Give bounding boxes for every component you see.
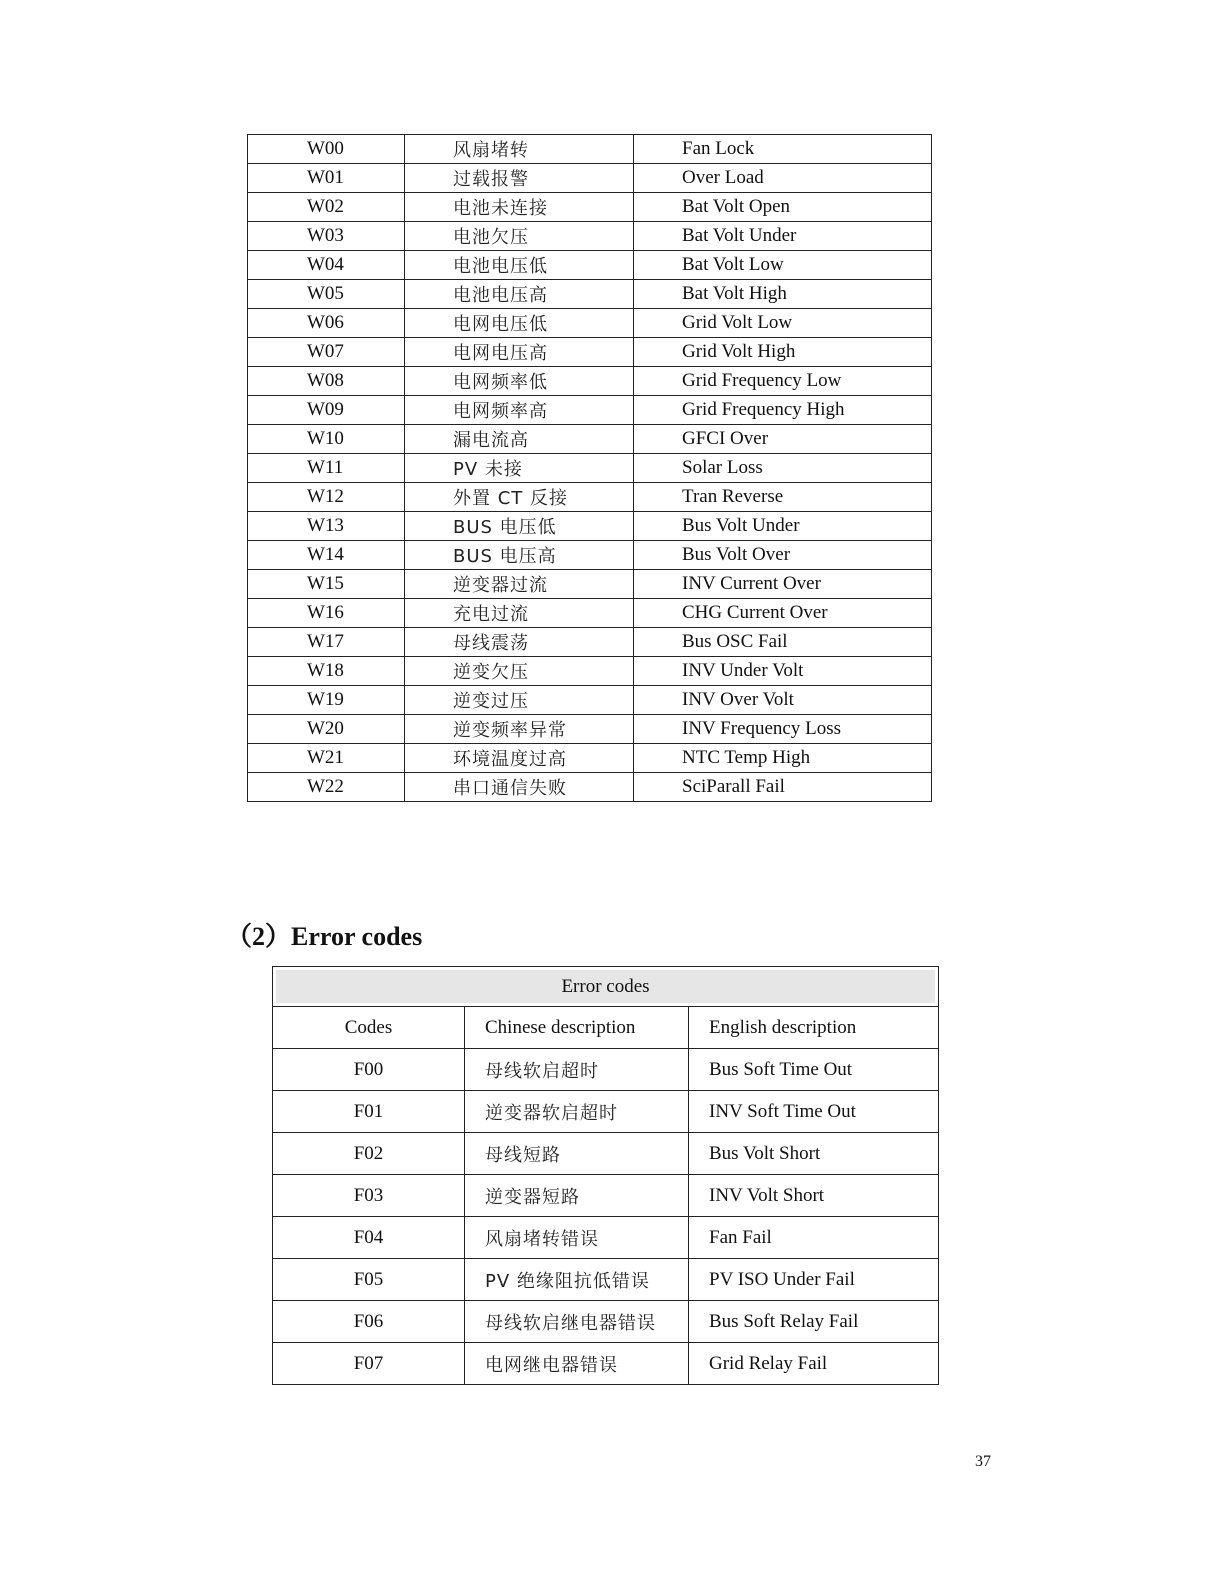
table-row	[273, 1175, 939, 1217]
chinese-description-cell: 电网电压低	[405, 309, 634, 338]
english-description-cell: Grid Frequency High	[634, 396, 932, 425]
error-table-title-row	[273, 967, 939, 1007]
code-cell: F04	[273, 1217, 465, 1259]
header-codes: Codes	[273, 1007, 465, 1049]
chinese-description-cell: 逆变器过流	[405, 570, 634, 599]
english-description-cell: Grid Relay Fail	[689, 1343, 939, 1385]
chinese-description-cell: BUS 电压高	[405, 541, 634, 570]
code-cell: W20	[248, 715, 405, 744]
code-cell: W18	[248, 657, 405, 686]
code-cell: W12	[248, 483, 405, 512]
code-cell: W13	[248, 512, 405, 541]
english-description-cell: INV Over Volt	[634, 686, 932, 715]
code-cell: W04	[248, 251, 405, 280]
english-description-cell: INV Soft Time Out	[689, 1091, 939, 1133]
chinese-description-cell: 漏电流高	[405, 425, 634, 454]
warning-codes-table	[247, 134, 932, 802]
table-row	[248, 251, 932, 280]
english-description-cell: Bus Volt Under	[634, 512, 932, 541]
code-cell: W14	[248, 541, 405, 570]
english-description-cell: CHG Current Over	[634, 599, 932, 628]
chinese-description-cell: 电池电压高	[405, 280, 634, 309]
english-description-cell: Tran Reverse	[634, 483, 932, 512]
english-description-cell: SciParall Fail	[634, 773, 932, 802]
table-row	[248, 454, 932, 483]
table-row	[248, 222, 932, 251]
error-table-title: Error codes	[273, 967, 939, 1007]
chinese-description-cell: 电网频率高	[405, 396, 634, 425]
table-row	[248, 657, 932, 686]
table-row	[248, 309, 932, 338]
code-cell: F06	[273, 1301, 465, 1343]
code-cell: F05	[273, 1259, 465, 1301]
english-description-cell: Bat Volt High	[634, 280, 932, 309]
table-row	[273, 1133, 939, 1175]
chinese-description-cell: 充电过流	[405, 599, 634, 628]
table-row	[273, 1259, 939, 1301]
chinese-description-cell: 逆变器软启超时	[465, 1091, 689, 1133]
chinese-description-cell: 风扇堵转错误	[465, 1217, 689, 1259]
english-description-cell: Bus OSC Fail	[634, 628, 932, 657]
table-row	[248, 135, 932, 164]
table-row	[248, 744, 932, 773]
code-cell: F02	[273, 1133, 465, 1175]
code-cell: W15	[248, 570, 405, 599]
chinese-description-cell: 电网频率低	[405, 367, 634, 396]
chinese-description-cell: PV 绝缘阻抗低错误	[465, 1259, 689, 1301]
table-row	[248, 193, 932, 222]
table-row	[248, 628, 932, 657]
english-description-cell: Bat Volt Open	[634, 193, 932, 222]
english-description-cell: Grid Volt High	[634, 338, 932, 367]
code-cell: W03	[248, 222, 405, 251]
code-cell: W00	[248, 135, 405, 164]
code-cell: W17	[248, 628, 405, 657]
page-number: 37	[975, 1453, 991, 1470]
warning-codes-body	[248, 135, 932, 802]
code-cell: W07	[248, 338, 405, 367]
code-cell: F00	[273, 1049, 465, 1091]
chinese-description-cell: 逆变欠压	[405, 657, 634, 686]
table-row	[248, 541, 932, 570]
table-row	[248, 570, 932, 599]
code-cell: F01	[273, 1091, 465, 1133]
code-cell: W11	[248, 454, 405, 483]
code-cell: W05	[248, 280, 405, 309]
code-cell: W22	[248, 773, 405, 802]
table-row	[248, 280, 932, 309]
chinese-description-cell: 母线震荡	[405, 628, 634, 657]
english-description-cell: Fan Lock	[634, 135, 932, 164]
english-description-cell: Grid Frequency Low	[634, 367, 932, 396]
english-description-cell: Over Load	[634, 164, 932, 193]
chinese-description-cell: 母线软启继电器错误	[465, 1301, 689, 1343]
english-description-cell: Bus Volt Short	[689, 1133, 939, 1175]
table-row	[248, 425, 932, 454]
header-english-description: English description	[689, 1007, 939, 1049]
table-row	[248, 483, 932, 512]
english-description-cell: Bus Volt Over	[634, 541, 932, 570]
code-cell: W16	[248, 599, 405, 628]
error-table-header-row	[273, 1007, 939, 1049]
chinese-description-cell: 逆变过压	[405, 686, 634, 715]
chinese-description-cell: 风扇堵转	[405, 135, 634, 164]
table-row	[248, 164, 932, 193]
chinese-description-cell: 电网电压高	[405, 338, 634, 367]
english-description-cell: Bus Soft Time Out	[689, 1049, 939, 1091]
chinese-description-cell: 环境温度过高	[405, 744, 634, 773]
table-row	[273, 1091, 939, 1133]
table-row	[248, 715, 932, 744]
table-row	[248, 367, 932, 396]
table-row	[273, 1049, 939, 1091]
chinese-description-cell: 电网继电器错误	[465, 1343, 689, 1385]
table-row	[248, 512, 932, 541]
code-cell: F03	[273, 1175, 465, 1217]
code-cell: W09	[248, 396, 405, 425]
chinese-description-cell: 电池欠压	[405, 222, 634, 251]
table-row	[273, 1217, 939, 1259]
chinese-description-cell: 逆变频率异常	[405, 715, 634, 744]
english-description-cell: Fan Fail	[689, 1217, 939, 1259]
english-description-cell: INV Volt Short	[689, 1175, 939, 1217]
code-cell: W10	[248, 425, 405, 454]
english-description-cell: INV Current Over	[634, 570, 932, 599]
english-description-cell: Solar Loss	[634, 454, 932, 483]
english-description-cell: INV Frequency Loss	[634, 715, 932, 744]
chinese-description-cell: 母线软启超时	[465, 1049, 689, 1091]
chinese-description-cell: 外置 CT 反接	[405, 483, 634, 512]
chinese-description-cell: 过载报警	[405, 164, 634, 193]
chinese-description-cell: PV 未接	[405, 454, 634, 483]
table-row	[273, 1343, 939, 1385]
english-description-cell: GFCI Over	[634, 425, 932, 454]
code-cell: W02	[248, 193, 405, 222]
chinese-description-cell: 逆变器短路	[465, 1175, 689, 1217]
chinese-description-cell: BUS 电压低	[405, 512, 634, 541]
table-row	[248, 686, 932, 715]
chinese-description-cell: 串口通信失败	[405, 773, 634, 802]
english-description-cell: Bus Soft Relay Fail	[689, 1301, 939, 1343]
code-cell: W19	[248, 686, 405, 715]
chinese-description-cell: 电池未连接	[405, 193, 634, 222]
table-row	[248, 599, 932, 628]
english-description-cell: Bat Volt Under	[634, 222, 932, 251]
english-description-cell: Grid Volt Low	[634, 309, 932, 338]
code-cell: F07	[273, 1343, 465, 1385]
english-description-cell: INV Under Volt	[634, 657, 932, 686]
code-cell: W08	[248, 367, 405, 396]
english-description-cell: Bat Volt Low	[634, 251, 932, 280]
english-description-cell: NTC Temp High	[634, 744, 932, 773]
table-row	[248, 396, 932, 425]
table-row	[248, 773, 932, 802]
table-row	[248, 338, 932, 367]
code-cell: W06	[248, 309, 405, 338]
chinese-description-cell: 母线短路	[465, 1133, 689, 1175]
error-codes-body	[273, 967, 939, 1385]
code-cell: W01	[248, 164, 405, 193]
error-codes-heading: （2）Error codes	[226, 922, 423, 951]
code-cell: W21	[248, 744, 405, 773]
chinese-description-cell: 电池电压低	[405, 251, 634, 280]
english-description-cell: PV ISO Under Fail	[689, 1259, 939, 1301]
error-codes-table	[272, 966, 939, 1385]
header-chinese-description: Chinese description	[465, 1007, 689, 1049]
table-row	[273, 1301, 939, 1343]
